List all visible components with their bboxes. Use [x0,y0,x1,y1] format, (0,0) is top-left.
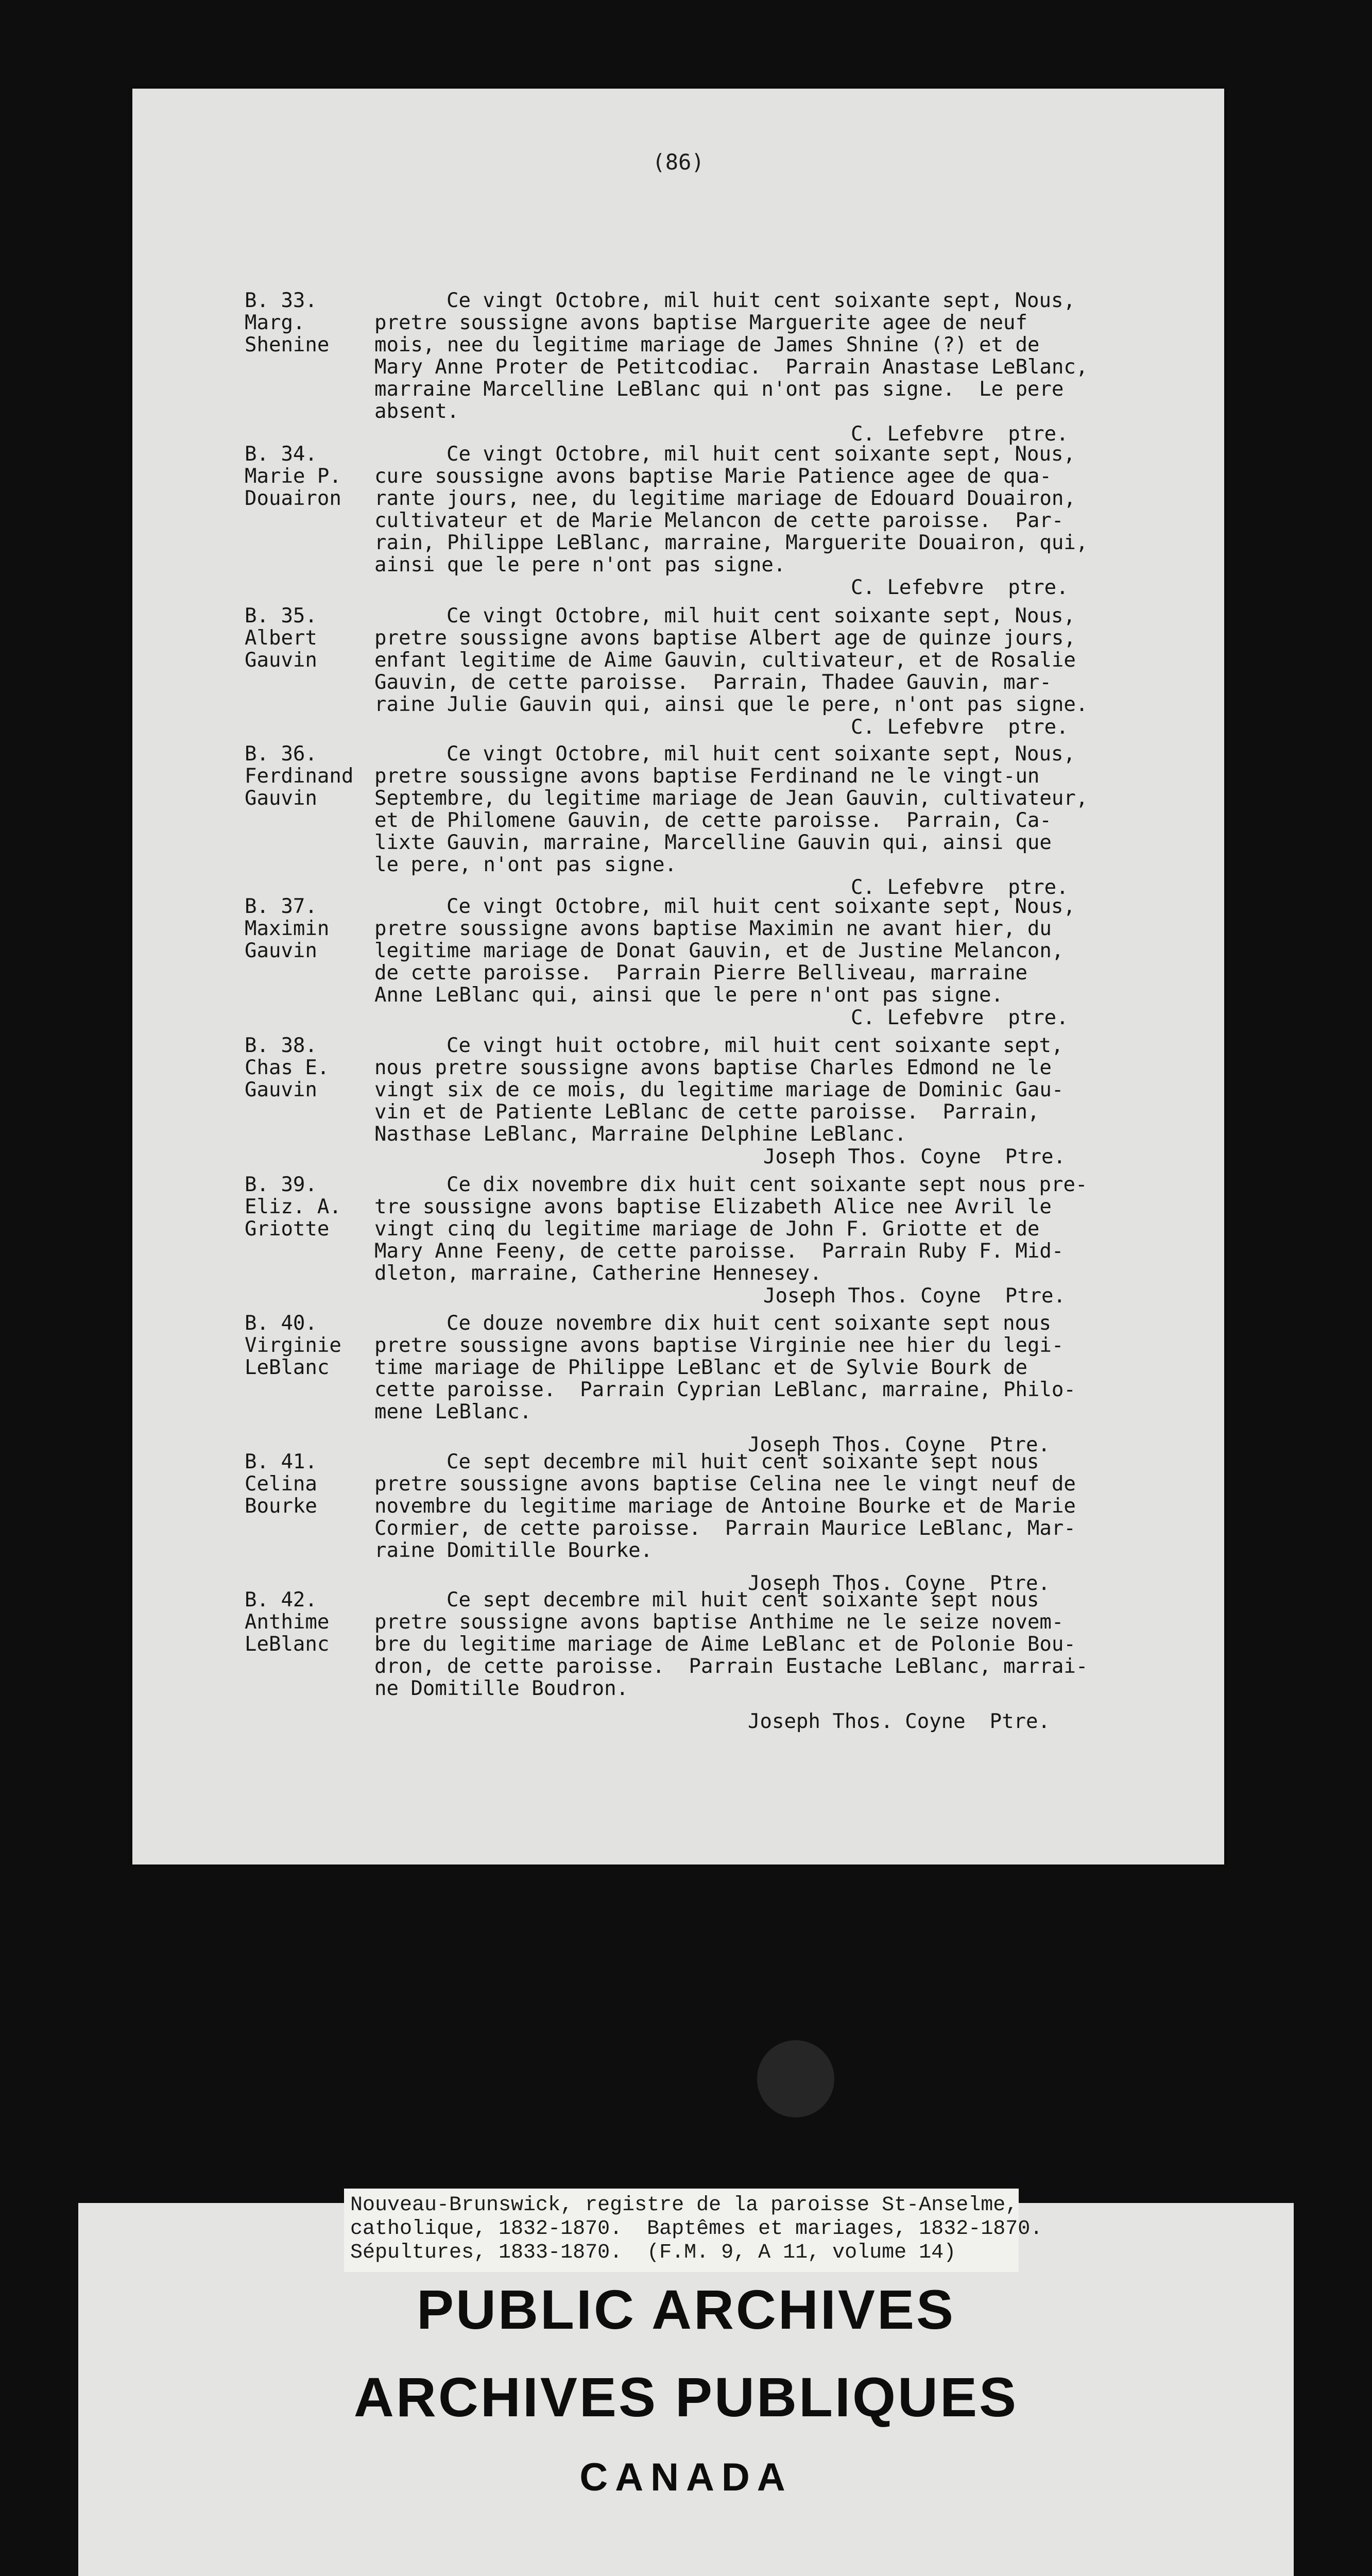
archives-publiques-heading: ARCHIVES PUBLIQUES [353,2366,1019,2428]
entry-line: novembre du legitime mariage de Antoine Bourke et de Marie [374,1495,1076,1518]
margin-line: Gauvin [245,649,317,672]
entry-text [374,743,1088,876]
margin-line: Gauvin [245,1078,317,1101]
entry-line: Ce dix novembre dix huit cent soixante sept nous pre- [447,1173,1088,1196]
entry-line: mois, nee du legitime mariage de James Shnine (?) et de [374,333,1040,357]
margin-line: B. 34. [245,443,317,466]
entry-line: et de Philomene Gauvin, de cette paroisse. Parrain, Ca- [374,809,1052,832]
entry-line: cultivateur et de Marie Melancon de cette paroisse. Par- [374,509,1064,532]
margin-line: B. 36. [245,742,317,766]
margin-line: Ferdinand [245,765,354,788]
reference-line: catholique, 1832-1870. Baptêmes et mariages, 1832-1870. [350,2217,1043,2241]
margin-line: Douairon [245,487,341,510]
entry-line: mene LeBlanc. [374,1400,532,1423]
entry-text [374,290,1088,422]
entry-line: Ce vingt Octobre, mil huit cent soixante sept, Nous, [447,443,1075,466]
entry-line: Ce vingt Octobre, mil huit cent soixante sept, Nous, [447,742,1075,766]
entry-line: rain, Philippe LeBlanc, marraine, Marguerite Douairon, qui, [374,531,1088,554]
margin-line: Eliz. A. [245,1195,341,1218]
entry-text [374,1589,1088,1700]
margin-line: Anthime [245,1611,330,1634]
margin-line: Celina [245,1472,317,1496]
entry-line: cette paroisse. Parrain Cyprian LeBlanc, marraine, Philo- [374,1378,1076,1401]
entry-line: Nasthase LeBlanc, Marraine Delphine LeBlanc. [374,1123,907,1146]
entry-line: Mary Anne Feeny, de cette paroisse. Parrain Ruby F. Mid- [374,1240,1064,1263]
margin-line: Bourke [245,1495,317,1518]
entry-line: dleton, marraine, Catherine Hennesey. [374,1262,822,1285]
entry-line: le pere, n'ont pas signe. [374,853,677,876]
canada-heading: CANADA [579,2455,793,2499]
priest-signature: C. Lefebvre ptre. [851,422,1069,446]
entry-text [374,605,1088,716]
margin-line: B. 38. [245,1034,317,1057]
film-speck [757,2040,834,2117]
entry-line: pretre soussigne avons baptise Anthime ne le seize novem- [374,1611,1064,1634]
priest-signature: Joseph Thos. Coyne Ptre. [763,1284,1066,1308]
margin-line: LeBlanc [245,1356,330,1379]
entry-line: de cette paroisse. Parrain Pierre Belliveau, marraine [374,961,1027,985]
public-archives-heading: PUBLIC ARCHIVES [416,2278,956,2341]
margin-line: Albert [245,626,317,650]
margin-line: Shenine [245,333,330,357]
margin-line: B. 39. [245,1173,317,1196]
margin-line: B. 37. [245,895,317,918]
entry-line: dron, de cette paroisse. Parrain Eustache LeBlanc, marrai- [374,1655,1088,1678]
margin-line: B. 41. [245,1450,317,1473]
entry-line: lixte Gauvin, marraine, Marcelline Gauvin qui, ainsi que [374,831,1052,854]
entry-line: Ce vingt Octobre, mil huit cent soixante sept, Nous, [447,604,1075,628]
margin-line: Virginie [245,1334,341,1357]
entry-line: Mary Anne Proter de Petitcodiac. Parrain Anastase LeBlanc, [374,355,1088,379]
entry-line: Anne LeBlanc qui, ainsi que le pere n'ont pas signe. [374,984,1003,1007]
entry-line: raine Domitille Bourke. [374,1539,653,1562]
page-number: (86) [652,149,705,175]
entry-line: cure soussigne avons baptise Marie Patience agee de qua- [374,465,1052,488]
priest-signature: C. Lefebvre ptre. [851,1006,1069,1029]
entry-line: Septembre, du legitime mariage de Jean Gauvin, cultivateur, [374,787,1088,810]
entry-line: bre du legitime mariage de Aime LeBlanc et de Polonie Bou- [374,1633,1076,1656]
archive-reference-label [344,2189,1043,2272]
margin-line: Griotte [245,1217,330,1241]
entry-line: Ce sept decembre mil huit cent soixante sept nous [447,1450,1039,1473]
entry-text [374,895,1075,1006]
entry-line: vin et de Patiente LeBlanc de cette paroisse. Parrain, [374,1100,1040,1124]
entry-line: time mariage de Philippe LeBlanc et de Sylvie Bourk de [374,1356,1027,1379]
margin-line: B. 42. [245,1588,317,1612]
entry-line: Ce vingt Octobre, mil huit cent soixante sept, Nous, [447,289,1075,312]
margin-line: B. 35. [245,604,317,628]
entry-line: pretre soussigne avons baptise Virginie nee hier du legi- [374,1334,1064,1357]
priest-signature: C. Lefebvre ptre. [851,876,1069,899]
entry-line: ne Domitille Boudron. [374,1677,629,1700]
entry-line: pretre soussigne avons baptise Maximin ne avant hier, du [374,917,1052,940]
entry-line: raine Julie Gauvin qui, ainsi que le pere, n'ont pas signe. [374,693,1088,716]
entry-line: Ce vingt huit octobre, mil huit cent soixante sept, [447,1034,1064,1057]
entry-text [374,1451,1076,1562]
entry-line: ainsi que le pere n'ont pas signe. [374,553,786,577]
margin-line: Marg. [245,311,305,334]
priest-signature: Joseph Thos. Coyne Ptre. [748,1433,1050,1456]
priest-signature: C. Lefebvre ptre. [851,716,1069,739]
margin-line: Chas E. [245,1056,330,1079]
priest-signature: Joseph Thos. Coyne Ptre. [748,1710,1050,1733]
entry-line: pretre soussigne avons baptise Ferdinand ne le vingt-un [374,765,1040,788]
reference-line: Sépultures, 1833-1870. (F.M. 9, A 11, volume 14) [350,2241,956,2264]
entry-line: Gauvin, de cette paroisse. Parrain, Thadee Gauvin, mar- [374,671,1052,694]
entry-line: Ce douze novembre dix huit cent soixante sept nous [447,1312,1051,1335]
margin-line: B. 33. [245,289,317,312]
entry-text [374,1035,1064,1145]
priest-signature: C. Lefebvre ptre. [851,576,1069,599]
entry-line: Cormier, de cette paroisse. Parrain Maurice LeBlanc, Mar- [374,1517,1076,1540]
entry-line: nous pretre soussigne avons baptise Charles Edmond ne le [374,1056,1052,1079]
margin-line: Gauvin [245,939,317,962]
entry-line: rante jours, nee, du legitime mariage de Edouard Douairon, [374,487,1076,510]
priest-signature: Joseph Thos. Coyne Ptre. [748,1572,1050,1595]
entry-line: pretre soussigne avons baptise Marguerite agee de neuf [374,311,1027,334]
margin-line: Gauvin [245,787,317,810]
priest-signature: Joseph Thos. Coyne Ptre. [763,1145,1066,1168]
reference-line: Nouveau-Brunswick, registre de la paroisse St-Anselme, [350,2194,1018,2217]
entry-line: vingt six de ce mois, du legitime mariage de Dominic Gau- [374,1078,1064,1101]
entry-line: tre soussigne avons baptise Elizabeth Alice nee Avril le [374,1195,1052,1218]
entry-line: Ce vingt Octobre, mil huit cent soixante sept, Nous, [447,895,1075,918]
entry-line: vingt cinq du legitime mariage de John F. Griotte et de [374,1217,1040,1241]
entry-line: pretre soussigne avons baptise Celina nee le vingt neuf de [374,1472,1076,1496]
register-page [132,89,1224,1865]
entry-line: enfant legitime de Aime Gauvin, cultivateur, et de Rosalie [374,649,1076,672]
margin-line: LeBlanc [245,1633,330,1656]
entry-text [374,1312,1076,1423]
entry-line: absent. [374,400,459,423]
entry-text [374,443,1088,576]
entry-line: pretre soussigne avons baptise Albert age de quinze jours, [374,626,1076,650]
entry-text [374,1174,1087,1284]
margin-line: Marie P. [245,465,341,488]
entry-line: Ce sept decembre mil huit cent soixante sept nous [447,1588,1039,1612]
margin-line: B. 40. [245,1312,317,1335]
margin-line: Maximin [245,917,330,940]
entry-line: legitime mariage de Donat Gauvin, et de Justine Melancon, [374,939,1064,962]
entry-line: marraine Marcelline LeBlanc qui n'ont pas signe. Le pere [374,378,1064,401]
